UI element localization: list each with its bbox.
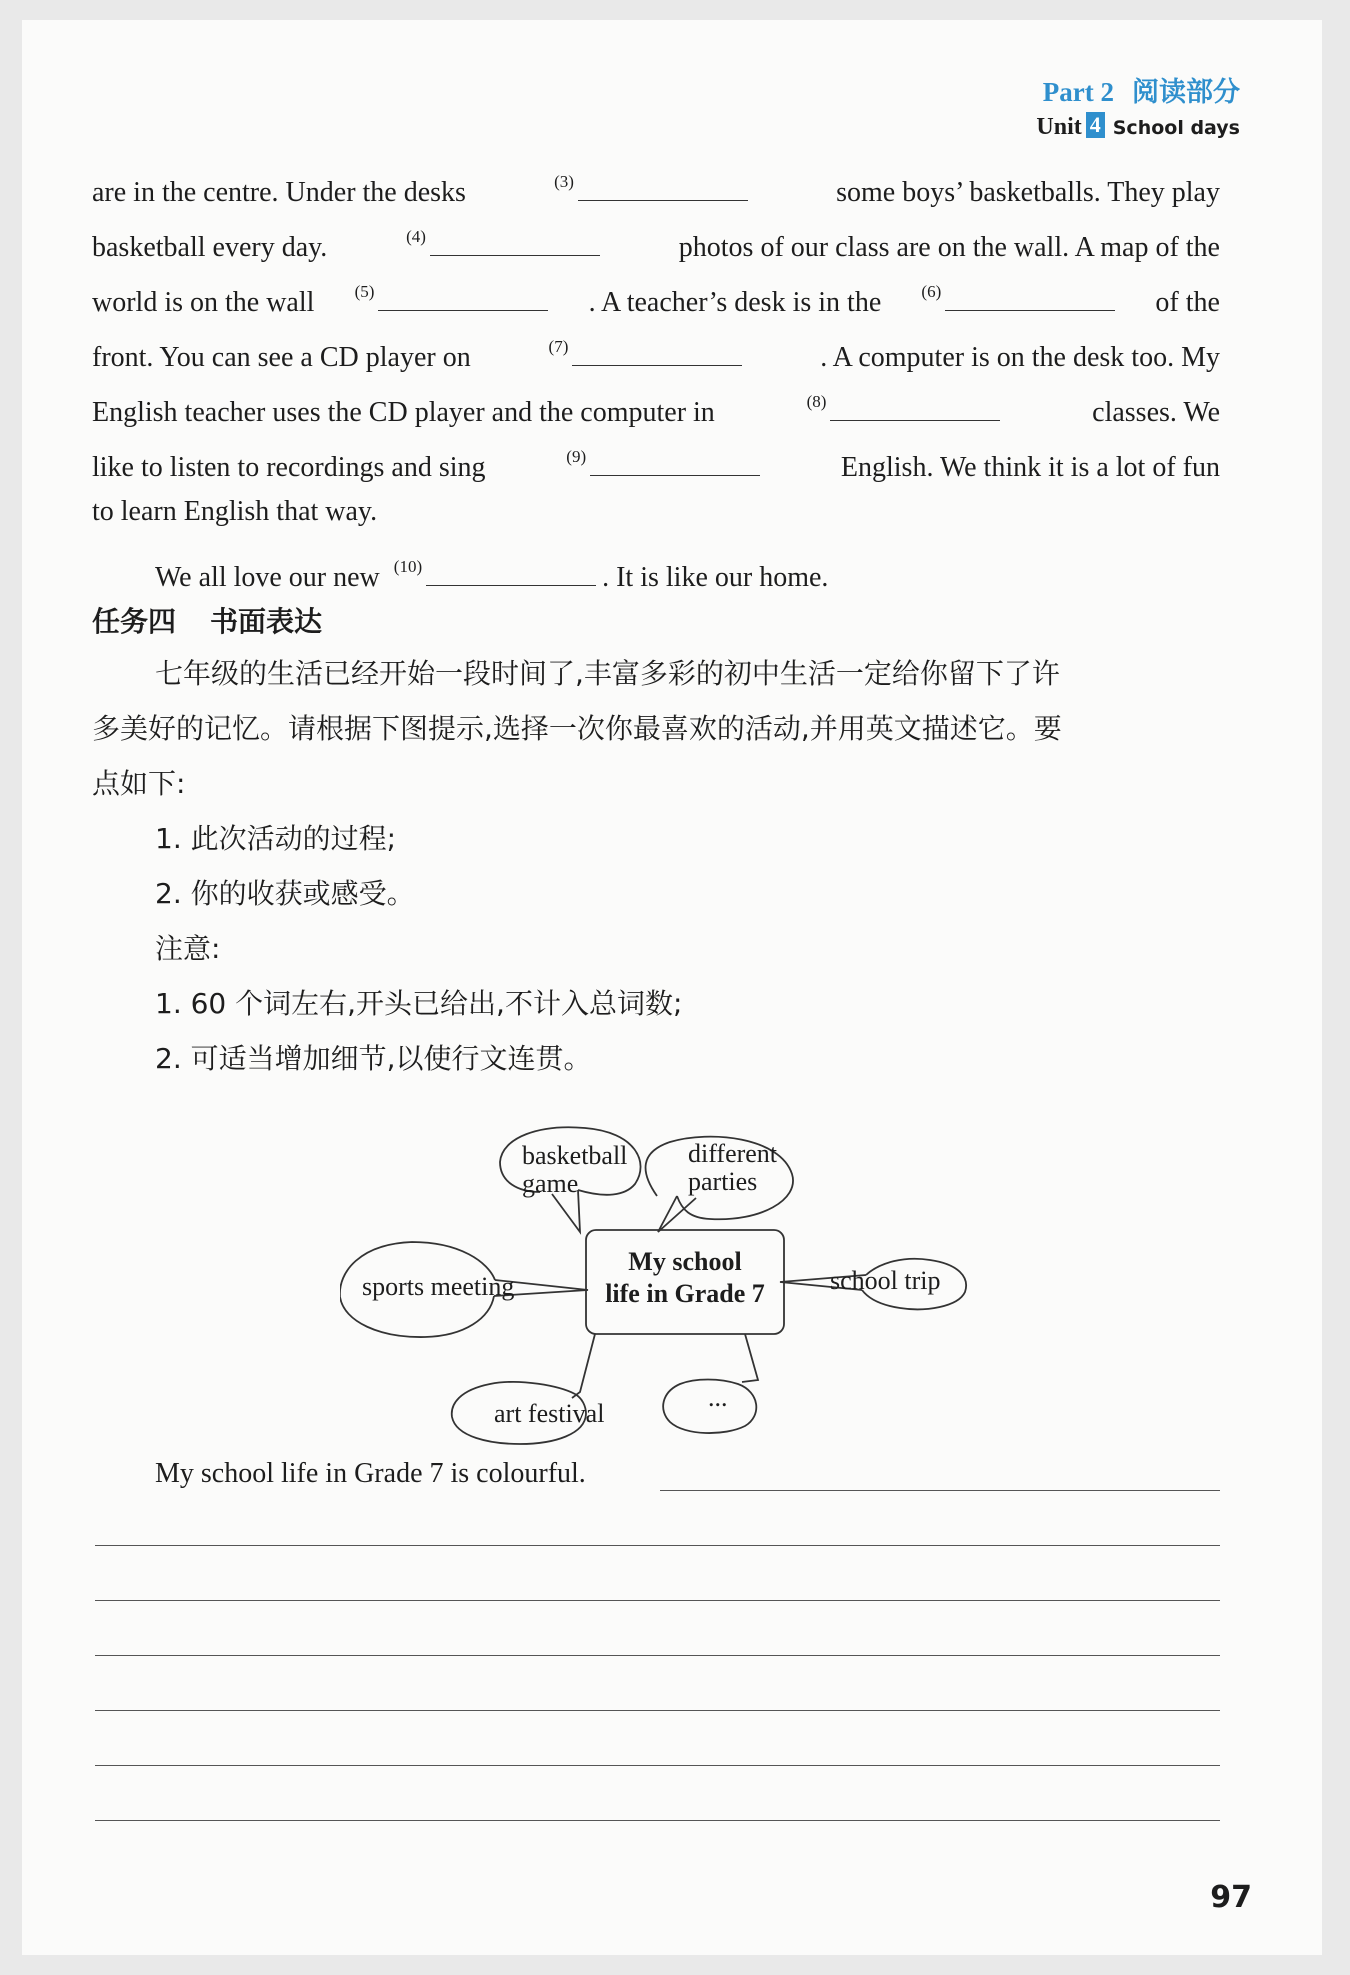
passage-line-8: We all love our new $^{(10)}$ . It is like our home. bbox=[155, 557, 829, 593]
blank-6[interactable] bbox=[945, 284, 1115, 311]
unit-number-badge: 4 bbox=[1086, 112, 1105, 138]
bubble-more: ... bbox=[708, 1383, 728, 1412]
writing-start: My school life in Grade 7 is colourful. bbox=[155, 1458, 586, 1489]
header-unit: Unit 4 School days bbox=[1036, 112, 1240, 140]
passage-line-4: front. You can see a CD player on $^{(7)}$ . A computer is on the desk too. My bbox=[92, 337, 1220, 373]
writing-line-1[interactable] bbox=[660, 1490, 1220, 1491]
task-title: 任务四 书面表达 bbox=[92, 605, 323, 638]
blank-8[interactable] bbox=[830, 394, 1000, 421]
passage-line-5: English teacher uses the CD player and the computer in $^{(8)}$ classes. We bbox=[92, 392, 1220, 428]
point-2: 2. 你的收获或感受。 bbox=[155, 877, 415, 910]
center-label-2: life in Grade 7 bbox=[605, 1279, 765, 1308]
center-label-1: My school bbox=[628, 1247, 742, 1276]
writing-line-3[interactable] bbox=[95, 1600, 1220, 1601]
task-intro-2: 多美好的记忆。请根据下图提示,选择一次你最喜欢的活动,并用英文描述它。要 bbox=[92, 712, 1062, 745]
passage-line-7: to learn English that way. bbox=[92, 496, 378, 527]
note-1: 1. 60 个词左右,开头已给出,不计入总词数; bbox=[155, 987, 683, 1020]
blank-3[interactable] bbox=[578, 174, 748, 201]
header-part: Part 2 阅读部分 bbox=[1042, 77, 1240, 108]
blank-10[interactable] bbox=[426, 559, 596, 586]
writing-line-4[interactable] bbox=[95, 1655, 1220, 1656]
bubble-basketball-1: basketball bbox=[522, 1141, 628, 1170]
task-intro-3: 点如下: bbox=[92, 767, 186, 800]
blank-5[interactable] bbox=[378, 284, 548, 311]
blank-9[interactable] bbox=[590, 449, 760, 476]
bubble-basketball-2: game bbox=[522, 1169, 579, 1198]
mind-map bbox=[340, 1092, 980, 1452]
passage-line-1: are in the centre. Under the desks $^{(3)}$ some boys’ basketballs. They play bbox=[92, 172, 1220, 208]
passage-line-6: like to listen to recordings and sing $^{(9)}$ English. We think it is a lot of fun bbox=[92, 447, 1220, 483]
writing-line-7[interactable] bbox=[95, 1820, 1220, 1821]
bubble-school-trip: school trip bbox=[830, 1266, 941, 1295]
writing-line-2[interactable] bbox=[95, 1545, 1220, 1546]
note-label: 注意: bbox=[155, 932, 221, 965]
writing-line-6[interactable] bbox=[95, 1765, 1220, 1766]
bubble-parties-1: different bbox=[688, 1139, 778, 1168]
point-1: 1. 此次活动的过程; bbox=[155, 822, 397, 855]
passage-line-2: basketball every day. $^{(4)}$ photos of our class are on the wall. A map of the bbox=[92, 227, 1220, 263]
blank-4[interactable] bbox=[430, 229, 600, 256]
writing-line-5[interactable] bbox=[95, 1710, 1220, 1711]
task-intro-1: 七年级的生活已经开始一段时间了,丰富多彩的初中生活一定给你留下了许 bbox=[155, 657, 1060, 690]
note-2: 2. 可适当增加细节,以使行文连贯。 bbox=[155, 1042, 592, 1075]
passage-line-3: world is on the wall $^{(5)}$ . A teacher’s desk is in the $^{(6)}$ of the bbox=[92, 282, 1220, 318]
blank-7[interactable] bbox=[572, 339, 742, 366]
bubble-sports-meeting: sports meeting bbox=[362, 1272, 515, 1301]
bubble-parties-2: parties bbox=[688, 1167, 758, 1196]
bubble-art-festival: art festival bbox=[494, 1399, 605, 1428]
page-number: 97 bbox=[1210, 1880, 1252, 1915]
